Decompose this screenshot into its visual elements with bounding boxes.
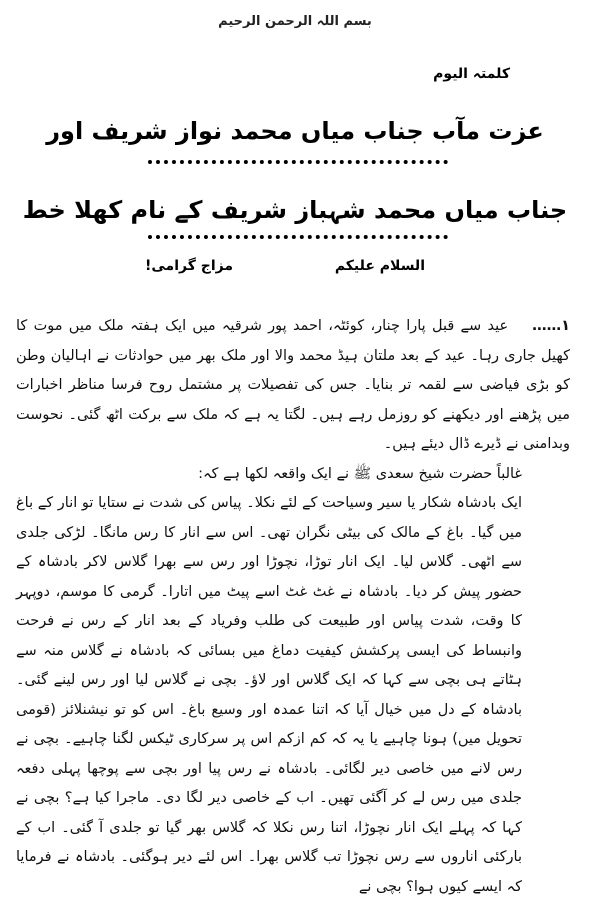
- greeting-mizaaj: مزاج گرامی!: [145, 258, 234, 274]
- paragraph-marker: ١……: [532, 318, 570, 334]
- bismillah-calligraphy: بسم اللہ الرحمن الرحیم: [218, 14, 372, 29]
- letter-body: [16, 312, 570, 902]
- paragraph: غالباً حضرت شیخ سعدی ﷺ نے ایک واقعہ لکھا ہے کہ:: [198, 465, 522, 482]
- series-label: کلمتہ الیوم: [433, 66, 510, 82]
- dotted-divider: [148, 235, 448, 239]
- paragraph: ١……عید سے قبل پارا چنار، کوئٹہ، احمد پور شرقیہ میں ایک ہفتہ ملک میں موت کا کھیل جاری رہا۔ عید کے بعد ملتان ہیڈ محمد والا اور ملک بھر میں حوادثات نے اہالیان وطن کو بڑی فیاضی سے لقمہ تر بنایا۔ جس کی تفصیلات پر مشتمل روح فرسا مناظر اخبارات میں پڑھنے اور دیکھنے کو روزمل رہے ہیں۔ لگتا یہ ہے کہ ملک سے برکت اٹھ گئی۔ نحوست وبدامنی نے ڈیرے ڈال دیئے ہیں۔: [16, 318, 570, 452]
- dotted-divider: [148, 160, 448, 164]
- greeting-salaam: السلام علیکم: [334, 258, 425, 274]
- paragraph: ایک بادشاہ شکار یا سیر وسیاحت کے لئے نکلا۔ پیاس کی شدت نے ستایا تو انار کے باغ میں گیا۔ باغ کے مالک کی بیٹی نگران تھی۔ اس سے انار کا رس مانگا۔ لڑکی جلدی سے اٹھی۔ گلاس لیا۔ ایک انار توڑا، نچوڑا اور رس سے بھرا گلاس لاکر بادشاہ کے حضور پیش کر دیا۔ بادشاہ نے غٹ غٹ اسے پیٹ میں اتارا۔ گرمی کا موسم، دوپہر کا وقت، شدت پیاس اور طبیعت کی طلب وفریاد کے بعد انار کے رس نے فرحت وانبساط کی ایسی پرکشش کیفیت دماغ میں بسائی کہ بادشاہ نے گلاس منہ سے ہٹاتے ہی بچی سے کہا کہ ایک گلاس اور لاؤ۔ بچی نے گلاس لیا اور رس لینے گئی۔ بادشاہ کے دل میں خیال آیا کہ اتنا عمدہ اور وسیع باغ۔ اس کو تو نیشنلائز (قومی تحویل میں) ہونا چاہیے یا یہ کہ کم ازکم اس پر سرکاری ٹیکس لگنا چاہیے۔ بچی نے رس لانے میں خاصی دیر لگائی۔ بادشاہ نے رس پیا اور بچی سے پوچھا پہلی دفعہ جلدی میں رس لے کر آگئی تھیں۔ اب کے خاصی دیر لگا دی۔ ماجرا کیا ہے؟ بچی نے کہا کہ پہلے ایک انار نچوڑا، اتنا رس نکلا کہ گلاس بھر گیا تو جلدی آ گئی۔ اب کے بارکئی اناروں سے رس نچوڑا تب گلاس بھرا۔ اس لئے دیر ہوگئی۔ بادشاہ نے فرمایا کہ ایسے کیوں ہوا؟ بچی نے: [16, 495, 522, 895]
- headline-line-1: عزت مآب جناب میاں محمد نواز شریف اور: [46, 117, 544, 145]
- headline-line-2: جناب میاں محمد شہباز شریف کے نام کھلا خط: [22, 196, 568, 224]
